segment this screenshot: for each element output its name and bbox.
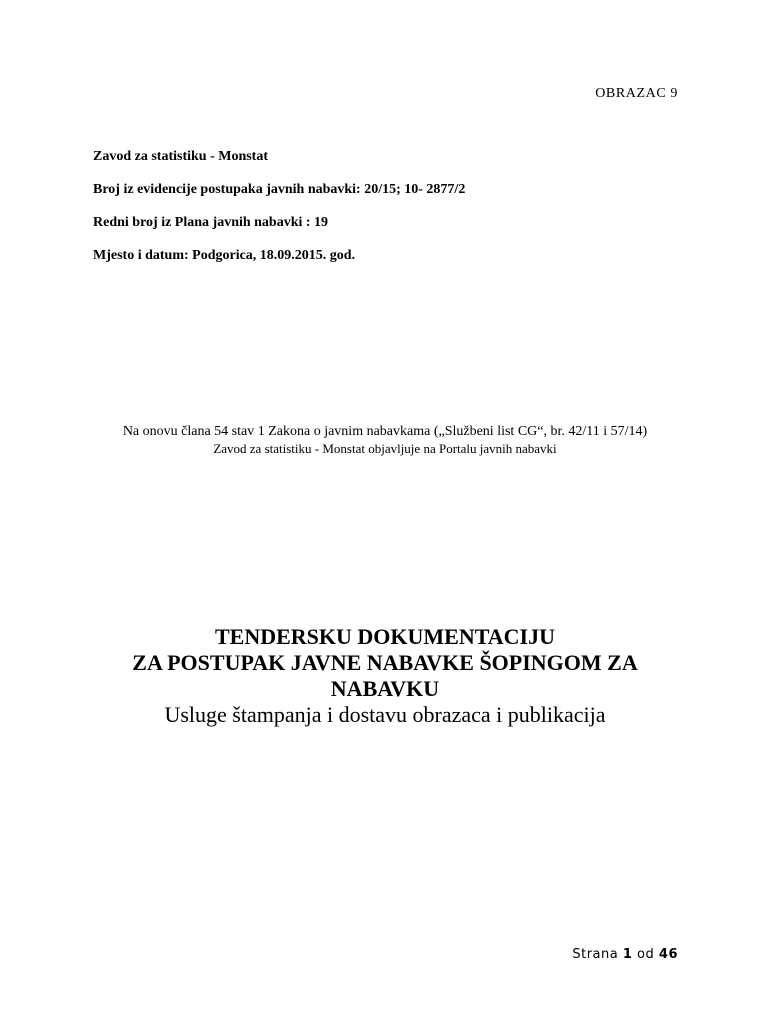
page-number-footer — [572, 947, 678, 962]
intro-paragraph — [60, 423, 710, 457]
document-title — [60, 624, 710, 728]
place-date: Mjesto i datum: Podgorica, 18.09.2015. god. — [93, 248, 356, 263]
form-label: OBRAZAC 9 — [595, 86, 678, 101]
title-line-1: TENDERSKU DOKUMENTACIJU — [214, 624, 555, 649]
total-pages: 46 — [658, 947, 678, 962]
intro-line-1: Na onovu člana 54 stav 1 Zakona o javnim nabavkama („Službeni list CG“, br. 42/11 i 57/14) — [122, 424, 648, 439]
current-page: 1 — [622, 947, 633, 962]
title-subtitle: Usluge štampanja i dostavu obrazaca i publikacija — [164, 702, 606, 727]
institution-name: Zavod za statistiku - Monstat — [93, 149, 269, 164]
page-word: Strana — [572, 947, 619, 962]
intro-line-2: Zavod za statistiku - Monstat objavljuje na Portalu javnih nabavki — [213, 441, 557, 456]
evidence-number: Broj iz evidencije postupaka javnih nabavki: 20/15; 10- 2877/2 — [93, 182, 466, 197]
plan-number: Redni broj iz Plana javnih nabavki : 19 — [93, 215, 329, 230]
header-block — [93, 149, 693, 281]
of-word: od — [637, 947, 655, 962]
title-line-2: ZA POSTUPAK JAVNE NABAVKE ŠOPINGOM ZA — [132, 650, 638, 675]
title-line-3: NABAVKU — [330, 676, 440, 701]
